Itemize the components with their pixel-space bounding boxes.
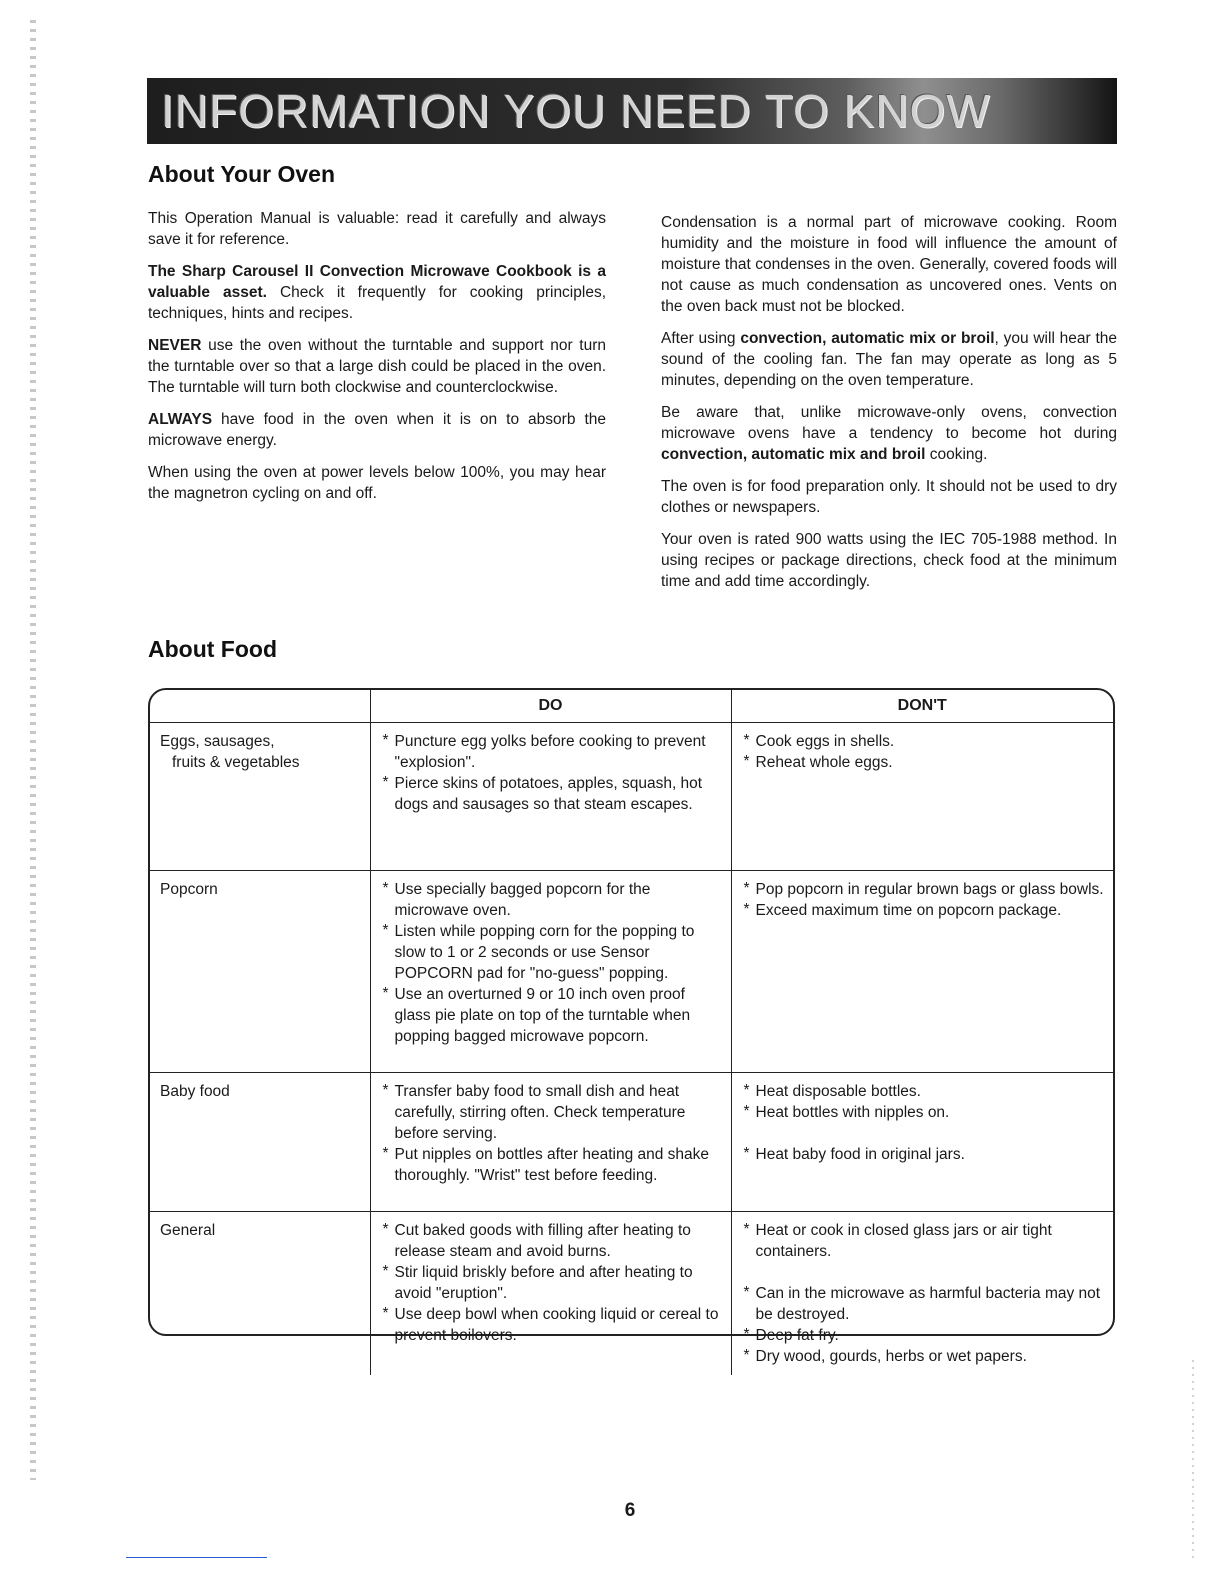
- dont-item: * Dry wood, gourds, herbs or wet papers.: [756, 1346, 1106, 1367]
- do-item: * Put nipples on bottles after heating and shake thoroughly. "Wrist" test before feeding.: [395, 1144, 723, 1186]
- about-food-heading: About Food: [148, 636, 278, 662]
- paragraph-hot-oven: [661, 402, 1117, 465]
- do-item: * Listen while popping corn for the popping to slow to 1 or 2 seconds or use Sensor POPCORN pad for "no-guess" popping.: [395, 921, 723, 984]
- paragraph-never: [148, 335, 606, 398]
- dont-cell: [731, 723, 1113, 871]
- paragraph-cookbook: [148, 261, 606, 324]
- dont-item: * Exceed maximum time on popcorn package.: [756, 900, 1106, 921]
- header-dont: DON'T: [731, 690, 1113, 723]
- do-cell: [370, 871, 731, 1073]
- dont-cell: [731, 871, 1113, 1073]
- paragraph-cooling-fan: [661, 328, 1117, 391]
- footer-rule: [126, 1557, 267, 1558]
- table-row: [150, 723, 1113, 871]
- paragraph-manual: This Operation Manual is valuable: read it carefully and always save it for reference.: [148, 210, 606, 248]
- table-header-row: [150, 690, 1113, 723]
- paragraph-food-only: The oven is for food preparation only. It should not be used to dry clothes or newspapers.: [661, 478, 1117, 516]
- do-item: * Puncture egg yolks before cooking to prevent "explosion".: [395, 731, 723, 773]
- cooling-fan-bold: convection, automatic mix or broil: [740, 330, 995, 347]
- hot-oven-text-b: cooking.: [925, 446, 988, 463]
- never-text: use the oven without the turntable and support nor turn the turntable over so that a large dish could be placed in the oven. The turntable will turn both clockwise and counterclockwise.: [148, 337, 606, 396]
- do-cell: [370, 1212, 731, 1376]
- scan-edge-marks: [30, 20, 36, 1480]
- header-category: [150, 690, 370, 723]
- paragraph-rating: Your oven is rated 900 watts using the IEC 705-1988 method. In using recipes or package directions, check food at the minimum time and add time accordingly.: [661, 531, 1117, 590]
- do-item: * Cut baked goods with filling after heating to release steam and avoid burns.: [395, 1220, 723, 1262]
- category-label: Baby food: [160, 1083, 230, 1100]
- scan-edge-marks-right: [1192, 1360, 1194, 1560]
- dont-item: * Heat bottles with nipples on.: [756, 1102, 1106, 1123]
- category-label: Popcorn: [160, 881, 218, 898]
- dont-item: * Pop popcorn in regular brown bags or glass bowls.: [756, 879, 1106, 900]
- cooling-fan-text-a: After using: [661, 330, 741, 347]
- hot-oven-text-a: Be aware that, unlike microwave-only ovens, convection microwave ovens have a tendency to become hot during: [661, 404, 1117, 442]
- table-row: [150, 871, 1113, 1073]
- dont-item: * Cook eggs in shells.: [756, 731, 1106, 752]
- table-row: [150, 1212, 1113, 1376]
- dont-item: * Heat disposable bottles.: [756, 1081, 1106, 1102]
- dont-cell: [731, 1073, 1113, 1212]
- dont-item: * Heat baby food in original jars.: [756, 1144, 1106, 1165]
- category-cell: [150, 871, 370, 1073]
- category-label-line2: fruits & vegetables: [172, 754, 300, 771]
- about-oven-left-column: [148, 208, 606, 515]
- banner-title: INFORMATION YOU NEED TO KNOW: [161, 85, 991, 137]
- about-oven-right-column: [661, 212, 1117, 603]
- paragraph-condensation: Condensation is a normal part of microwave cooking. Room humidity and the moisture in food will influence the amount of moisture that condenses in the oven. Generally, covered foods will not cause as much condensation as uncovered ones. Vents on the oven back must not be blocked.: [661, 214, 1117, 315]
- do-item: * Use deep bowl when cooking liquid or cereal to prevent boilovers.: [395, 1304, 723, 1346]
- category-cell: [150, 1212, 370, 1376]
- do-item: * Stir liquid briskly before and after heating to avoid "eruption".: [395, 1262, 723, 1304]
- do-item: * Transfer baby food to small dish and heat carefully, stirring often. Check temperature before serving.: [395, 1081, 723, 1144]
- table-row: [150, 1073, 1113, 1212]
- do-item: * Pierce skins of potatoes, apples, squash, hot dogs and sausages so that steam escapes.: [395, 773, 723, 815]
- category-label: Eggs, sausages,: [160, 733, 275, 750]
- do-cell: [370, 1073, 731, 1212]
- dont-item: * Deep fat fry.: [756, 1325, 1106, 1346]
- category-cell: [150, 723, 370, 871]
- do-item: * Use an overturned 9 or 10 inch oven proof glass pie plate on top of the turntable when popping bagged microwave popcorn.: [395, 984, 723, 1047]
- never-bold: NEVER: [148, 337, 202, 354]
- always-bold: ALWAYS: [148, 411, 213, 428]
- about-oven-heading: About Your Oven: [148, 161, 335, 187]
- food-table-grid: [150, 690, 1113, 1375]
- cooling-fan-text-b: , you will hear the sound of the cooling fan. The fan may operate as long as 5 minutes, depending on the oven temperature.: [661, 330, 1117, 389]
- cookbook-text: Check it frequently for cooking principles, techniques, hints and recipes.: [148, 284, 606, 322]
- always-text: have food in the oven when it is on to absorb the microwave energy.: [148, 411, 606, 449]
- dont-cell: [731, 1212, 1113, 1376]
- cookbook-bold: The Sharp Carousel II Convection Microwave Cookbook is a valuable asset.: [148, 263, 606, 301]
- do-item: * Use specially bagged popcorn for the microwave oven.: [395, 879, 723, 921]
- header-do: DO: [370, 690, 731, 723]
- section-banner: [147, 78, 1117, 144]
- dont-item: * Heat or cook in closed glass jars or air tight containers.: [756, 1220, 1106, 1262]
- paragraph-power-levels: When using the oven at power levels below 100%, you may hear the magnetron cycling on and off.: [148, 464, 606, 502]
- category-cell: [150, 1073, 370, 1212]
- category-label: General: [160, 1222, 216, 1239]
- page-number: 6: [624, 1500, 636, 1521]
- dont-item: * Reheat whole eggs.: [756, 752, 1106, 773]
- paragraph-always: [148, 409, 606, 451]
- do-cell: [370, 723, 731, 871]
- food-table: [148, 688, 1115, 1365]
- hot-oven-bold: convection, automatic mix and broil: [661, 446, 926, 463]
- dont-item: * Can in the microwave as harmful bacteria may not be destroyed.: [756, 1283, 1106, 1325]
